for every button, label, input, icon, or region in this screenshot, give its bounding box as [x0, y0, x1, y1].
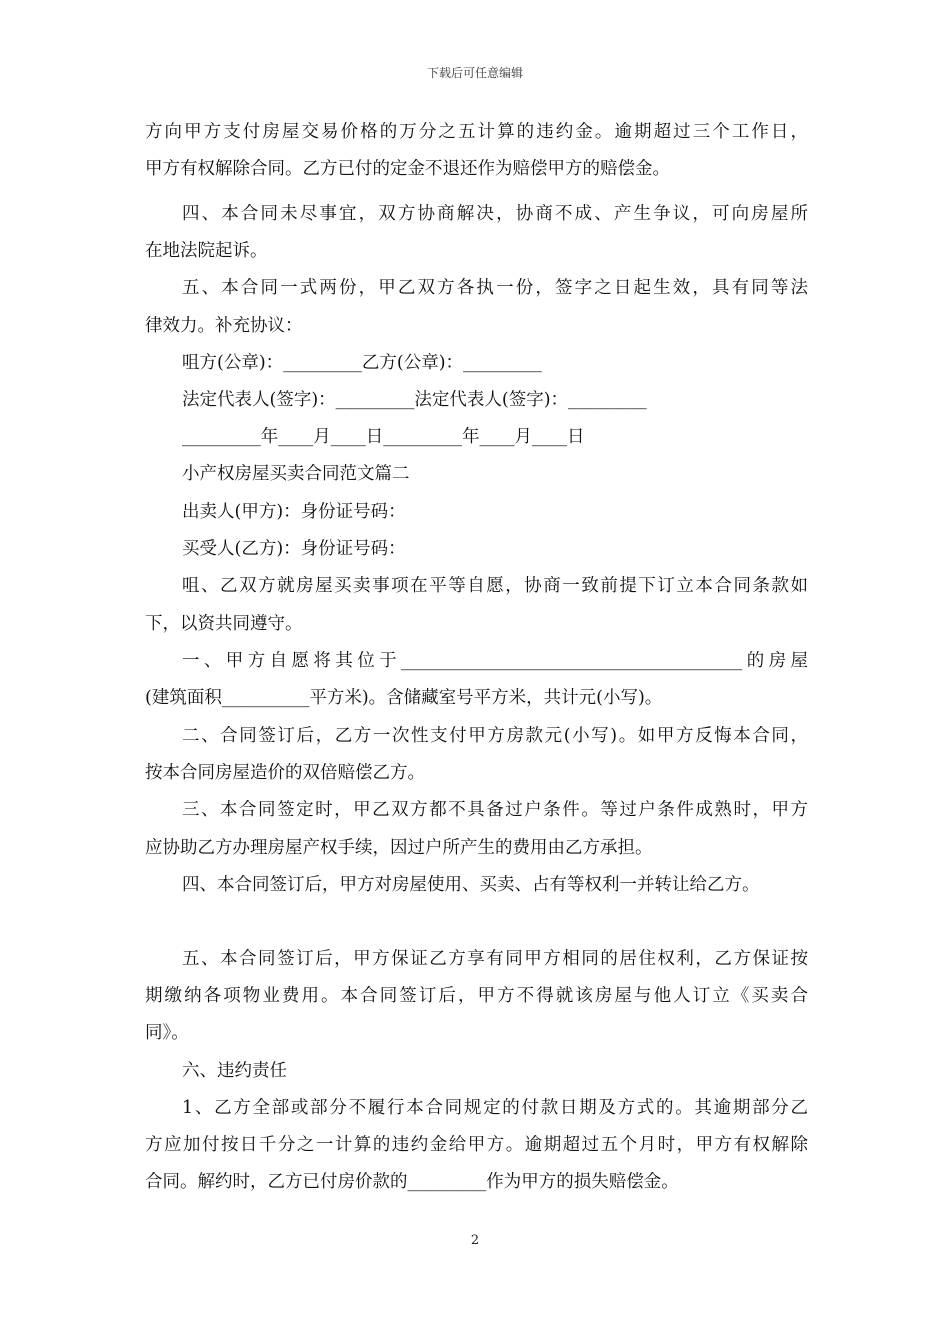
text-line: 二、合同签订后，乙方一次性支付甲方房款元(小写)。如甲方反悔本合同， [182, 726, 808, 746]
signature-line: 咀方(公章)：_________乙方(公章)：_________ [182, 353, 542, 373]
text-line: 四、本合同未尽事宜，双方协商解决，协商不成、产生争议，可向房屋所 [182, 204, 808, 224]
text-line: 甲方有权解除合同。乙方已付的定金不退还作为赔偿甲方的赔偿金。 [145, 159, 670, 179]
text-line: 1、乙方全部或部分不履行本合同规定的付款日期及方式的。其逾期部分乙 [182, 1098, 808, 1118]
text-line: 五、本合同一式两份，甲乙双方各执一份，签字之日起生效，具有同等法 [182, 278, 808, 298]
page-number: 2 [470, 1233, 480, 1248]
section-title: 小产权房屋买卖合同范文篇二 [182, 464, 410, 484]
text-line: 五、本合同签订后，甲方保证乙方享有同甲方相同的居住权利，乙方保证按 [182, 949, 808, 969]
text-line: 按本合同房屋造价的双倍赔偿乙方。 [145, 763, 425, 783]
text-line: 同》。 [145, 1023, 189, 1043]
signature-line: 法定代表人(签字)：_________法定代表人(签字)：_________ [182, 390, 647, 410]
text-line: 在地法院起诉。 [145, 241, 268, 261]
text-line: 咀、乙双方就房屋买卖事项在平等自愿，协商一致前提下订立本合同条款如 [182, 576, 808, 596]
text-line: 方应加付按日千分之一计算的违约金给甲方。逾期超过五个月时，甲方有权解除 [145, 1135, 808, 1155]
text-line: 律效力。补充协议： [145, 316, 303, 336]
page-header: 下载后可任意编辑 [426, 66, 523, 80]
text-line: 出卖人(甲方)：身份证号码： [182, 502, 406, 522]
text-line: 应协助乙方办理房屋产权手续，因过户所产生的费用由乙方承担。 [145, 838, 653, 858]
date-line: _________年____月____日_________年____月____日 [182, 427, 585, 447]
text-line: 方向甲方支付房屋交易价格的万分之五计算的违约金。逾期超过三个工作日， [145, 122, 808, 142]
section-title: 六、违约责任 [182, 1061, 287, 1081]
text-line: 一、甲方自愿将其位于_______________________________________的房屋 [182, 651, 808, 671]
text-line: 合同。解约时，乙方已付房价款的_________作为甲方的损失赔偿金。 [145, 1172, 679, 1192]
text-line: (建筑面积__________平方米)。含储藏室号平方米，共计元(小写)。 [145, 688, 663, 708]
text-line: 三、本合同签定时，甲乙双方都不具备过户条件。等过户条件成熟时，甲方 [182, 800, 808, 820]
text-line: 期缴纳各项物业费用。本合同签订后，甲方不得就该房屋与他人订立《买卖合 [145, 986, 808, 1006]
text-line: 买受人(乙方)：身份证号码： [182, 539, 406, 559]
text-line: 四、本合同签订后，甲方对房屋使用、买卖、占有等权利一并转让给乙方。 [182, 875, 760, 895]
text-line: 下，以资共同遵守。 [145, 614, 303, 634]
